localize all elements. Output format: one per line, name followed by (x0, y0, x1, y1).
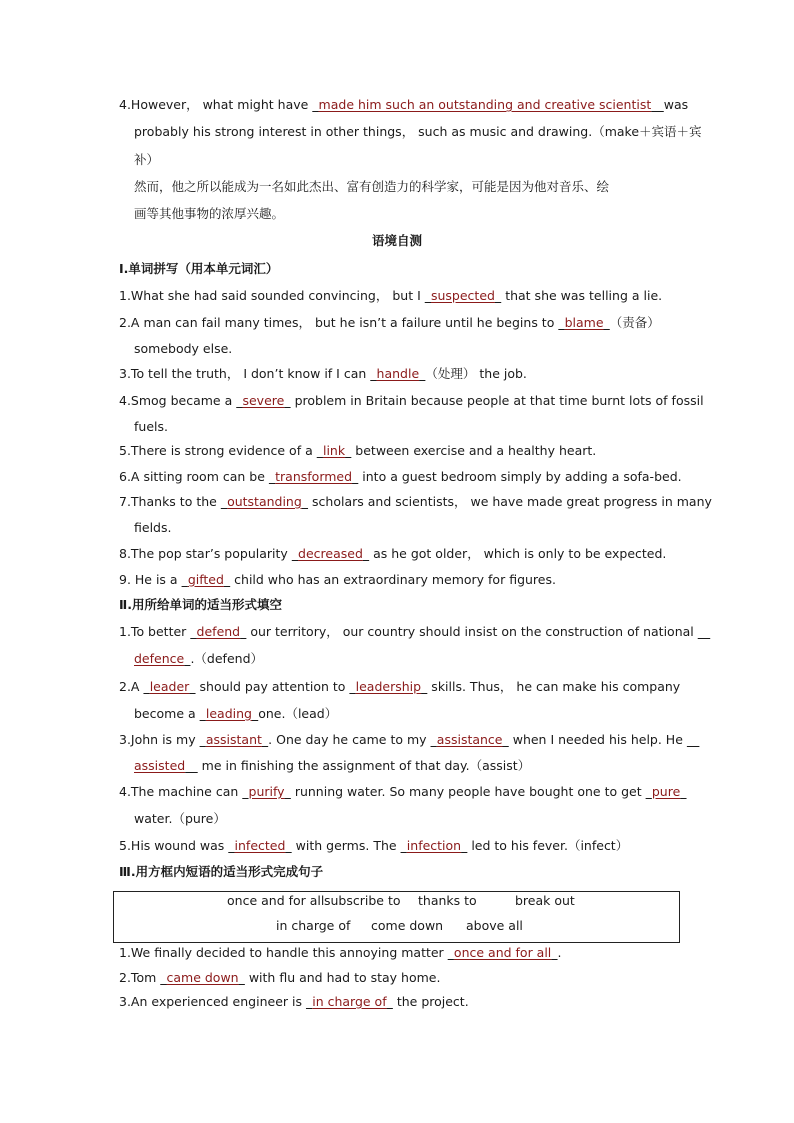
answer: infected (234, 838, 286, 853)
answer: made him such an outstanding and creative scientist (318, 97, 652, 112)
answer: handle (376, 366, 420, 381)
s1-q1: 1.What she had said sounded convincing， but I suspected that she was telling a lie. (119, 288, 663, 303)
answer: assisted (134, 758, 186, 773)
answer: severe (242, 393, 285, 408)
answer: transformed (275, 469, 353, 484)
answer: suspected (430, 288, 495, 303)
s1-q6: 6.A sitting room can be transformed into a guest bedroom simply by adding a sofa-bed. (119, 469, 682, 484)
s1-q4-line2: fuels. (134, 419, 168, 434)
top-line-5: 画等其他事物的浓厚兴趣。 (134, 206, 285, 221)
section-1-heading: Ⅰ.单词拼写（用本单元词汇） (119, 261, 279, 276)
section-3-heading: Ⅲ.用方框内短语的适当形式完成句子 (119, 864, 324, 879)
phrase: once and for all (227, 893, 325, 908)
top-line-3: 补） (134, 152, 160, 167)
answer: leadership (355, 679, 422, 694)
phrase: thanks to (418, 893, 477, 908)
answer: leader (149, 679, 190, 694)
s3-q2: 2.Tom came down with flu and had to stay home. (119, 970, 441, 985)
s2-q2: 2.A leader should pay attention to leadership skills. Thus， he can make his company (119, 679, 681, 694)
s1-q4: 4.Smog became a severe problem in Britain because people at that time burnt lots of fossil (119, 393, 704, 408)
s2-q3: 3.John is my assistant . One day he came to my assistance when I needed his help. He (119, 732, 687, 747)
s2-q1-line2: defence .（defend） (134, 651, 263, 666)
answer: assistant (205, 732, 262, 747)
answer: in charge of (312, 994, 387, 1009)
s2-q3-line2: assisted me in finishing the assignment of that day.（assist） (134, 758, 531, 773)
s2-q4: 4.The machine can purify running water. So many people have bought one to get pure (119, 784, 681, 799)
s1-q2: 2.A man can fail many times， but he isn’t a failure until he begins to blame （责备） (119, 315, 660, 330)
section-title: 语境自测 (371, 233, 422, 248)
s1-q8: 8.The pop star’s popularity decreased as he got older， which is only to be expected. (119, 546, 667, 561)
s2-q1: 1.To better defend our territory， our country should insist on the construction of national (119, 624, 698, 639)
s2-q4-line2: water.（pure） (134, 811, 226, 826)
phrase: above all (466, 918, 523, 933)
s1-q7-line2: fields. (134, 520, 172, 535)
top-line-1: 4.However， what might have made him such an outstanding and creative scientist was (119, 97, 689, 112)
phrase: come down (371, 918, 444, 933)
s1-q7: 7.Thanks to the outstanding scholars and scientists， we have made great progress in many (119, 494, 712, 509)
s3-q1: 1.We finally decided to handle this annoying matter once and for all . (119, 945, 562, 960)
s2-q5: 5.His wound was infected with germs. The infection led to his fever.（infect） (119, 838, 629, 853)
answer: decreased (298, 546, 363, 561)
answer: once and for all (453, 945, 552, 960)
answer: blame (564, 315, 604, 330)
answer: defend (196, 624, 241, 639)
answer: defence (134, 651, 185, 666)
top-line-2: probably his strong interest in other things， such as music and drawing.（make＋宾语＋宾 (134, 124, 702, 139)
s1-q9: 9. He is a gifted child who has an extraordinary memory for figures. (119, 572, 556, 587)
phrase: in charge of (276, 918, 351, 933)
answer: infection (406, 838, 462, 853)
answer: leading (205, 706, 252, 721)
top-line-4: 然而，他之所以能成为一名如此杰出、富有创造力的科学家，可能是因为他对音乐、绘 (134, 179, 610, 194)
answer: pure (651, 784, 681, 799)
answer: link (322, 443, 346, 458)
answer: outstanding (227, 494, 302, 509)
s3-q3: 3.An experienced engineer is in charge of the project. (119, 994, 469, 1009)
answer: assistance (436, 732, 503, 747)
answer: purify (248, 784, 285, 799)
s1-q5: 5.There is strong evidence of a link between exercise and a healthy heart. (119, 443, 597, 458)
phrase: break out (515, 893, 575, 908)
s1-q2-line2: somebody else. (134, 341, 233, 356)
s2-q2-line2: become a leading one.（lead） (134, 706, 338, 721)
answer: came down (166, 970, 239, 985)
answer: gifted (187, 572, 224, 587)
s1-q3: 3.To tell the truth， I don’t know if I can handle （处理） the job. (119, 366, 527, 381)
phrase: subscribe to (324, 893, 401, 908)
section-2-heading: Ⅱ.用所给单词的适当形式填空 (119, 597, 282, 612)
